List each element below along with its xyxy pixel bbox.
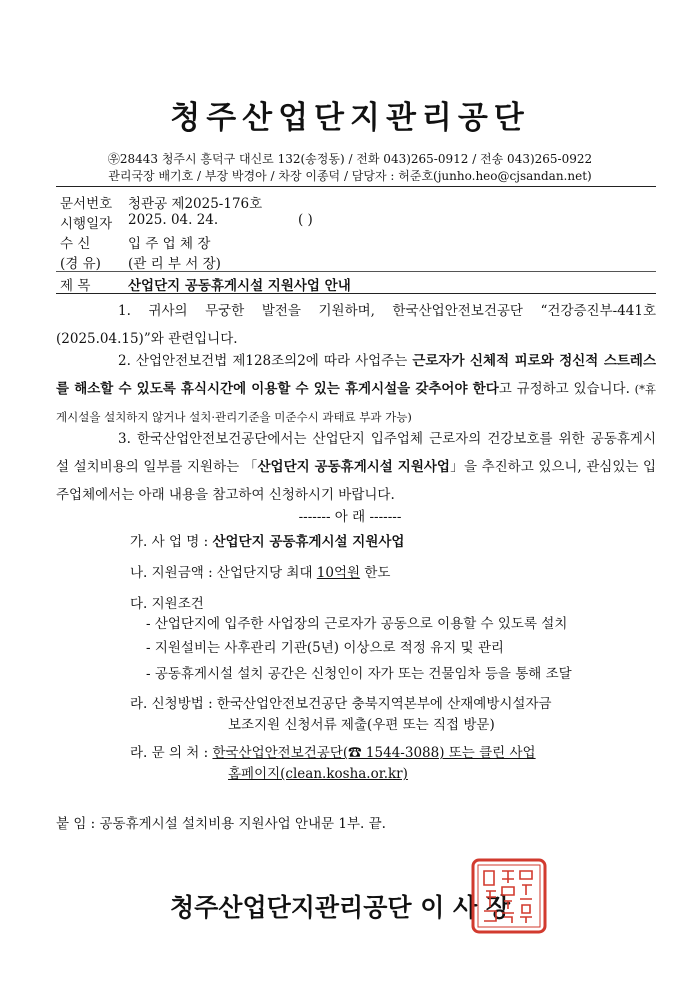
item-inquiry [130, 741, 536, 761]
item-inquiry-link[interactable]: 홈페이지(clean.kosha.or.kr) [228, 766, 408, 782]
item-program-label: 가. 사 업 명 : [130, 534, 213, 550]
via-value: (관 리 부 서 장) [128, 256, 221, 272]
condition-item: - 공동휴게시설 설치 공간은 신청인이 자가 또는 건물임차 등을 통해 조달 [146, 666, 572, 682]
item-application [130, 692, 552, 712]
section-divider: ------- 아 래 ------- [298, 509, 402, 525]
condition-item: - 산업단지에 입주한 사업장의 근로자가 공동으로 이용할 수 있도록 설치 [146, 616, 568, 632]
official-seal [470, 857, 548, 935]
signature-line: 청주산업단지관리공단 이 사 장 [170, 893, 511, 922]
recipient-label: 수 신 [60, 236, 91, 252]
item-conditions-label: 다. 지원조건 [130, 596, 204, 612]
item-amount [130, 561, 390, 581]
date-value: 2025. 04. 24. [128, 212, 219, 228]
item-application-label: 라. 신청방법 : [130, 696, 217, 712]
paragraph-2-text: 2. 산업안전보건법 제128조의2에 따라 사업주는 [118, 353, 413, 369]
paragraph-2-emphasis: 근로자가 신체적 피로와 정신적 스트레스를 해소할 수 있도록 휴식시간에 이용할 수 있는 휴게시설을 갖추어야 한다 [56, 353, 656, 397]
recipient-value: 입 주 업 체 장 [128, 236, 211, 252]
paragraph-2 [56, 347, 656, 431]
contact-line-staff: 관리국장 배기호 / 부장 박경아 / 차장 이종덕 / 담당자 : 허준호(junho.heo@cjsandan.net) [108, 169, 592, 183]
paragraph-3-emphasis: 산업단지 공동휴게시설 지원사업 [257, 459, 450, 475]
header-divider-bottom [56, 293, 656, 294]
item-amount-label: 나. 지원금액 : 산업단지당 최대 [130, 565, 317, 581]
via-label: (경 유) [60, 256, 101, 272]
paragraph-3 [56, 425, 656, 509]
paragraph-3-tail: 」을 추진하고 있으니, 관심있는 입주업체에서는 아래 내용을 참고하여 신청하시기 바랍니다. [56, 459, 656, 503]
doc-no-label: 문서번호 [60, 196, 113, 212]
item-inquiry-line1: 한국산업안전보건공단(☎ 1544-3088) 또는 클린 사업 [212, 745, 536, 761]
header-divider-top [56, 186, 656, 187]
item-program [130, 530, 404, 550]
attachment-line: 붙 임 : 공동휴게시설 설치비용 지원사업 안내문 1부. 끝. [56, 816, 386, 832]
item-program-value: 산업단지 공동휴게시설 지원사업 [212, 534, 405, 550]
date-paren: ( ) [298, 212, 313, 228]
paragraph-3-text: 3. 한국산업안전보건공단에서는 산업단지 입주업체 근로자의 건강보호를 위한 공동휴게시설 설치비용의 일부를 지원하는 「 [56, 431, 656, 475]
item-inquiry-label: 라. 문 의 처 : [130, 745, 213, 761]
paragraph-2-note: (*휴게시설을 설치하지 않거나 설치·관리기준을 미준수시 과태료 부과 가능) [56, 382, 656, 424]
item-application-line1: 한국산업안전보건공단 충북지역본부에 산재예방시설자금 [216, 696, 552, 712]
item-amount-value: 10억원 [316, 565, 361, 581]
subject-divider [56, 271, 656, 272]
date-label: 시행일자 [60, 216, 113, 232]
page-title: 청주산업단지관리공단 [170, 100, 530, 136]
doc-no-value: 청관공 제2025-176호 [128, 196, 263, 212]
paragraph-2-tail: 고 규정하고 있습니다. [498, 381, 635, 397]
subject-value: 산업단지 공동휴게시설 지원사업 안내 [128, 278, 351, 294]
contact-line-address: ㉾28443 청주시 흥덕구 대신로 132(송정동) / 전화 043)265-0912 / 전송 043)265-0922 [107, 152, 593, 166]
paragraph-1: 1. 귀사의 무궁한 발전을 기원하며, 한국산업안전보건공단 “건강증진부-441호(2025.04.15)”와 관련입니다. [56, 303, 656, 347]
condition-item: - 지원설비는 사후관리 기관(5년) 이상으로 적정 유지 및 관리 [146, 640, 504, 656]
item-application-line2: 보조지원 신청서류 제출(우편 또는 직접 방문) [228, 717, 495, 733]
subject-label: 제 목 [60, 278, 91, 294]
item-amount-suffix: 한도 [360, 565, 391, 581]
